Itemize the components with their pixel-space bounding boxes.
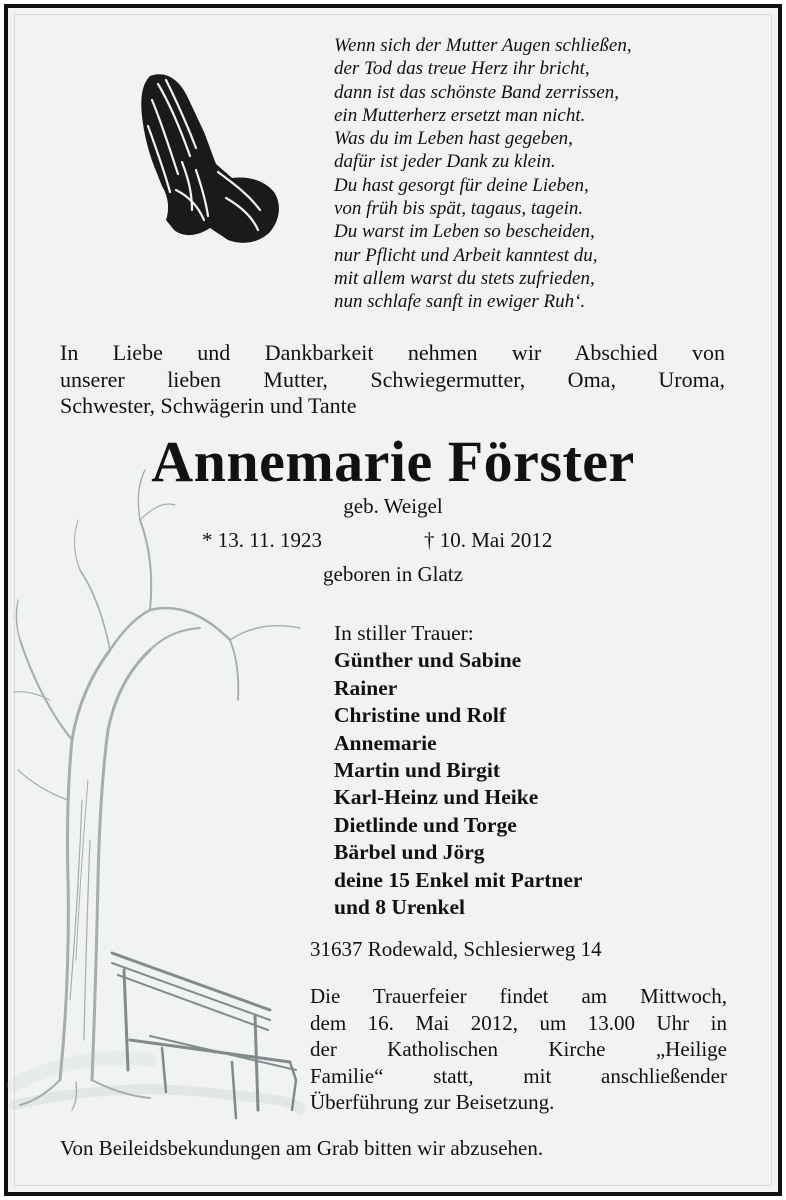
poem-line: Du warst im Leben so bescheiden, <box>334 221 595 243</box>
funeral-line: Familie“ statt, mit anschließender <box>310 1063 727 1088</box>
poem-line: Was du im Leben hast gegeben, <box>334 128 573 150</box>
mourner-entry: Annemarie <box>334 730 437 755</box>
mourner-entry: Karl-Heinz und Heike <box>334 785 539 810</box>
poem-line: dafür ist jeder Dank zu klein. <box>334 151 556 173</box>
mourner-entry: Martin und Birgit <box>334 758 501 783</box>
mourner-entry: Dietlinde und Torge <box>334 812 517 837</box>
death-date: † 10. Mai 2012 <box>424 528 553 552</box>
intro-line: Schwester, Schwägerin und Tante <box>60 393 357 418</box>
poem-line: der Tod das treue Herz ihr bricht, <box>334 58 590 80</box>
birthplace: geboren in Glatz <box>323 562 463 586</box>
poem <box>334 34 754 314</box>
mourner-entry: Bärbel und Jörg <box>334 840 485 865</box>
intro-line: In Liebe und Dankbarkeit nehmen wir Abschied von <box>60 340 725 365</box>
mourner-entry: Günther und Sabine <box>334 648 522 673</box>
funeral-line: der Katholischen Kirche „Heilige <box>310 1037 727 1061</box>
poem-line: mit allem warst du stets zufrieden, <box>334 267 595 289</box>
intro-paragraph <box>60 340 725 420</box>
address: 31637 Rodewald, Schlesierweg 14 <box>310 937 602 961</box>
deceased-name: Annemarie Förster <box>151 429 635 494</box>
poem-line: dann ist das schönste Band zerrissen, <box>334 81 619 103</box>
poem-line: nun schlafe sanft in ewiger Ruh‘. <box>334 291 586 313</box>
mourners-heading: In stiller Trauer: <box>334 621 474 645</box>
intro-line: unserer lieben Mutter, Schwiegermutter, Oma, Uroma, <box>60 366 725 392</box>
mourner-entry: und 8 Urenkel <box>334 895 466 920</box>
footer-note: Von Beileidsbekundungen am Grab bitten wir abzusehen. <box>60 1136 544 1160</box>
poem-line: von früh bis spät, tagaus, tagein. <box>334 198 584 220</box>
mourner-entry: Christine und Rolf <box>334 703 507 728</box>
poem-line: ein Mutterherz ersetzt man nicht. <box>334 104 586 126</box>
mourner-entry: deine 15 Enkel mit Partner <box>334 867 583 892</box>
poem-line: nur Pflicht und Arbeit kanntest du, <box>334 244 598 266</box>
praying-hands-icon <box>136 70 286 250</box>
funeral-line: Die Trauerfeier findet am Mittwoch, <box>310 984 727 1008</box>
funeral-line: dem 16. Mai 2012, um 13.00 Uhr in <box>310 1010 727 1035</box>
funeral-notice <box>310 983 727 1116</box>
birth-date: * 13. 11. 1923 <box>202 528 322 552</box>
funeral-line: Überführung zur Beisetzung. <box>310 1090 555 1114</box>
poem-line: Du hast gesorgt für deine Lieben, <box>334 174 589 196</box>
poem-line: Wenn sich der Mutter Augen schließen, <box>334 35 632 56</box>
mourner-entry: Rainer <box>334 675 398 700</box>
mourners-list <box>334 620 582 921</box>
maiden-name: geb. Weigel <box>343 494 443 518</box>
